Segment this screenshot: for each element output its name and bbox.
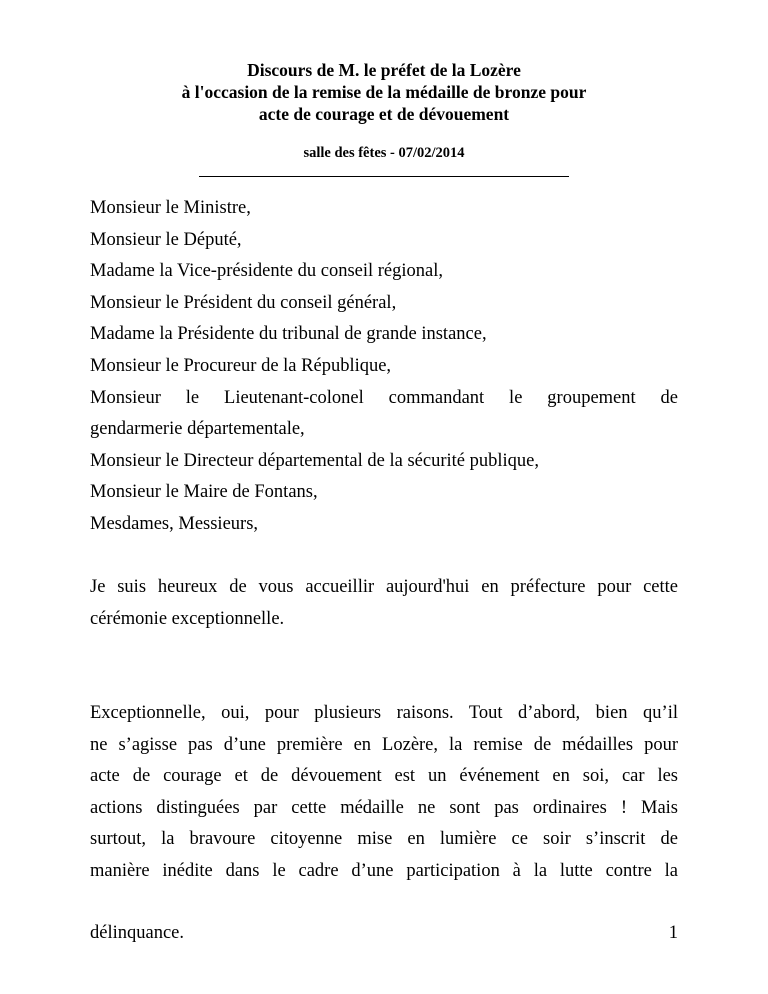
salutation-line: Monsieur le Directeur départemental de la sécurité publique, <box>90 451 539 471</box>
title-line-2: à l'occasion de la remise de la médaille de bronze pour <box>181 82 587 102</box>
salutation-line: Madame la Présidente du tribunal de grande instance, <box>90 324 487 344</box>
title-line-3: acte de courage et de dévouement <box>258 104 510 124</box>
salutation-line: Monsieur le Maire de Fontans, <box>90 482 318 502</box>
salutation-line: Monsieur le Lieutenant-colonel commandant le groupement de <box>90 388 678 408</box>
salutation-line: Monsieur le Procureur de la République, <box>90 356 392 376</box>
paragraph-2-line: Exceptionnelle, oui, pour plusieurs raisons. Tout d’abord, bien qu’il <box>90 703 678 723</box>
title-line-1: Discours de M. le préfet de la Lozère <box>247 60 521 80</box>
salutation-line: Mesdames, Messieurs, <box>90 514 259 534</box>
paragraph-1-line: cérémonie exceptionnelle. <box>90 609 285 629</box>
salutation-line: gendarmerie départementale, <box>90 419 305 439</box>
salutation-line: Monsieur le Président du conseil général, <box>90 293 397 313</box>
paragraph-2-line: actions distinguées par cette médaille ne sont pas ordinaires ! Mais <box>90 798 678 818</box>
salutation-line: Monsieur le Ministre, <box>90 198 251 218</box>
paragraph-2-line: surtout, la bravoure citoyenne mise en lumière ce soir s’inscrit de <box>90 829 678 849</box>
paragraph-2-line: acte de courage et de dévouement est un événement en soi, car les <box>90 766 678 786</box>
page-number: 1 <box>668 923 678 943</box>
paragraph-2-line: délinquance. <box>90 923 184 943</box>
paragraph-1-line: Je suis heureux de vous accueillir aujourd'hui en préfecture pour cette <box>90 577 678 597</box>
header-divider <box>199 176 569 177</box>
salutation-line: Madame la Vice-présidente du conseil régional, <box>90 261 443 281</box>
paragraph-2-line: ne s’agisse pas d’une première en Lozère, la remise de médailles pour <box>90 735 678 755</box>
paragraph-2-line: manière inédite dans le cadre d’une participation à la lutte contre la <box>90 861 678 881</box>
salutation-line: Monsieur le Député, <box>90 230 242 250</box>
subtitle-venue-date: salle des fêtes - 07/02/2014 <box>303 145 465 161</box>
